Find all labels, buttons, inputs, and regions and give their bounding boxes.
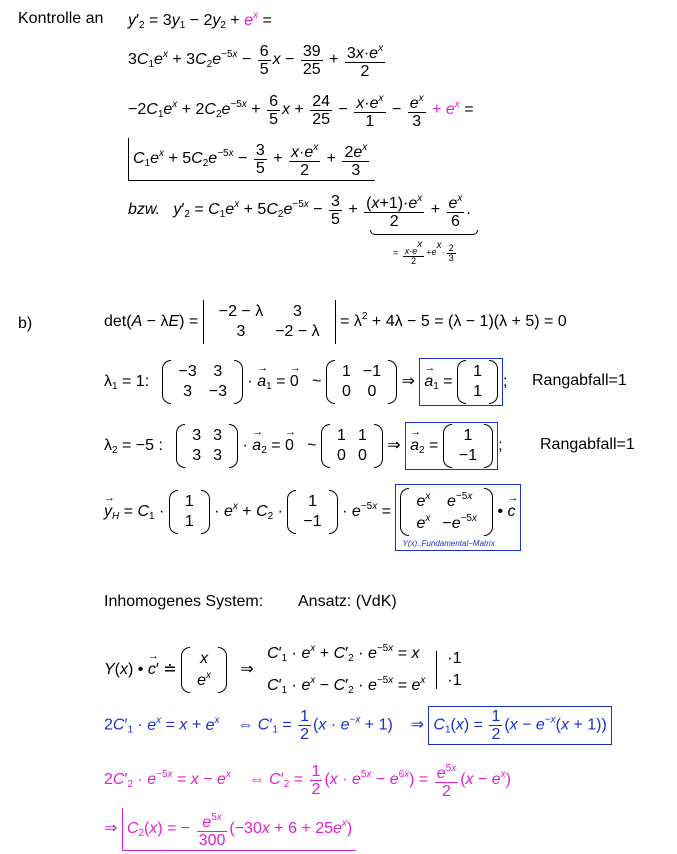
- underbrace: [370, 230, 478, 235]
- eq-lambda1: $\lambda_1 = 1$: −3 3 3 −3 · → $a_1$ = → 0 ~ 1 −1 0 0 ⇒ → $a_1$ = 1 1 ;: [104, 358, 507, 406]
- section-label-b: b): [18, 315, 33, 332]
- eq-c2-result: ⇒ $C_2(x)$ = − $\frac{e^{5x}}{300}$ $(-30x + 6 + 25e^x)$: [104, 808, 356, 851]
- eq-ansatz-system: Y(x) • → c′ ≐ x $e^x$ ⇒ $C'_1 \cdot e^x + C'_2 \cdot e^{-5x} = x$ $C'_1 \cdot e^x - C'_2 \cdot e^{-5x} = e^x \cdot 1$ ·1: [104, 638, 462, 702]
- inhom-ansatz: Ansatz: (VdK): [298, 593, 397, 610]
- eq-c2: $2C'_2 \cdot e^{-5x} = x - e^x$ ⇔ $C'_2$ = $\frac{1}{2}$ $(x \cdot e^{5x} - e^{6x})$ = $\frac{e^{5x}}{2}$ $(x - e^x)$: [104, 760, 511, 800]
- inhom-title: Inhomogenes System:: [104, 593, 264, 610]
- section-label-kontrolle: Kontrolle an: [18, 10, 104, 27]
- rangabfall-1: Rangabfall=1: [532, 372, 627, 389]
- eq-line-2: $-2C_1e^x + 2C_2e^{-5x}$ + $\frac{6}{5}$ x + $\frac{24}{25}$ − $\frac{x\cdot e^x}{1}$ − $\frac{e^x}{3}$ + $e^x$ =: [128, 90, 474, 130]
- eq-lambda2: $\lambda_2 = -5$ : 3 3 3 3 · → $a_2$ = → 0 ~ 1 1 0 0 ⇒ → $a_2$ = 1 −1 ;: [104, 422, 503, 470]
- eq-y2-prime: $y'_2 = 3y_1 - 2y_2 + e^x$ =: [128, 10, 272, 31]
- eq-determinant: det(A − λE) = −2 − λ 3 3 −2 − λ = $\lambda^2 + 4\lambda - 5 = (\lambda - 1)(\lambda + 5) = 0$: [104, 300, 567, 344]
- eq-bzw: bzw. $y'_2 = C_1e^x + 5C_2e^{-5x}$ − $\frac{3}{5}$ + $\frac{(x+1)\cdot e^x}{2}$ + $\frac{e^x}{6}$ .: [128, 190, 471, 230]
- eq-yh: → $y_H = C_1$ · 1 1 · $e^x + C_2$ · 1 −1 · $e^{-5x}$ = $e^x$ $e^{-5x}$ $e^x$ $-e^{-5x}$ • → c Y(x)..Fundamental−Matrix: [104, 484, 521, 551]
- eq-c1: $2C'_1 \cdot e^x = x + e^x$ ⇔ $C'_1$ = $\frac{1}{2}$ $(x \cdot e^{-x} + 1)$ ⇒ $C_1(x)$ = $\frac{1}{2}$ $(x - e^{-x}(x + 1))$: [104, 706, 612, 745]
- eq-line-3-boxed: $C_1e^x + 5C_2e^{-5x}$ − $\frac{3}{5}$ + $\frac{x\cdot e^x}{2}$ + $\frac{2e^x}{3}$: [128, 138, 375, 181]
- underbrace-annotation: = $\frac{x\cdot e^x}{2}$ $+e^x\cdot$ $\frac{2}{3}$: [393, 239, 454, 266]
- bzw-text: bzw.: [128, 201, 161, 219]
- rangabfall-2: Rangabfall=1: [540, 436, 635, 453]
- fundamental-matrix-label: Y(x)..Fundamental−Matrix: [402, 539, 495, 548]
- eq-line-1: $3C_1e^x + 3C_2e^{-5x}$ − $\frac{6}{5}$ x − $\frac{39}{25}$ + $\frac{3x\cdot e^x}{2}$: [128, 40, 387, 80]
